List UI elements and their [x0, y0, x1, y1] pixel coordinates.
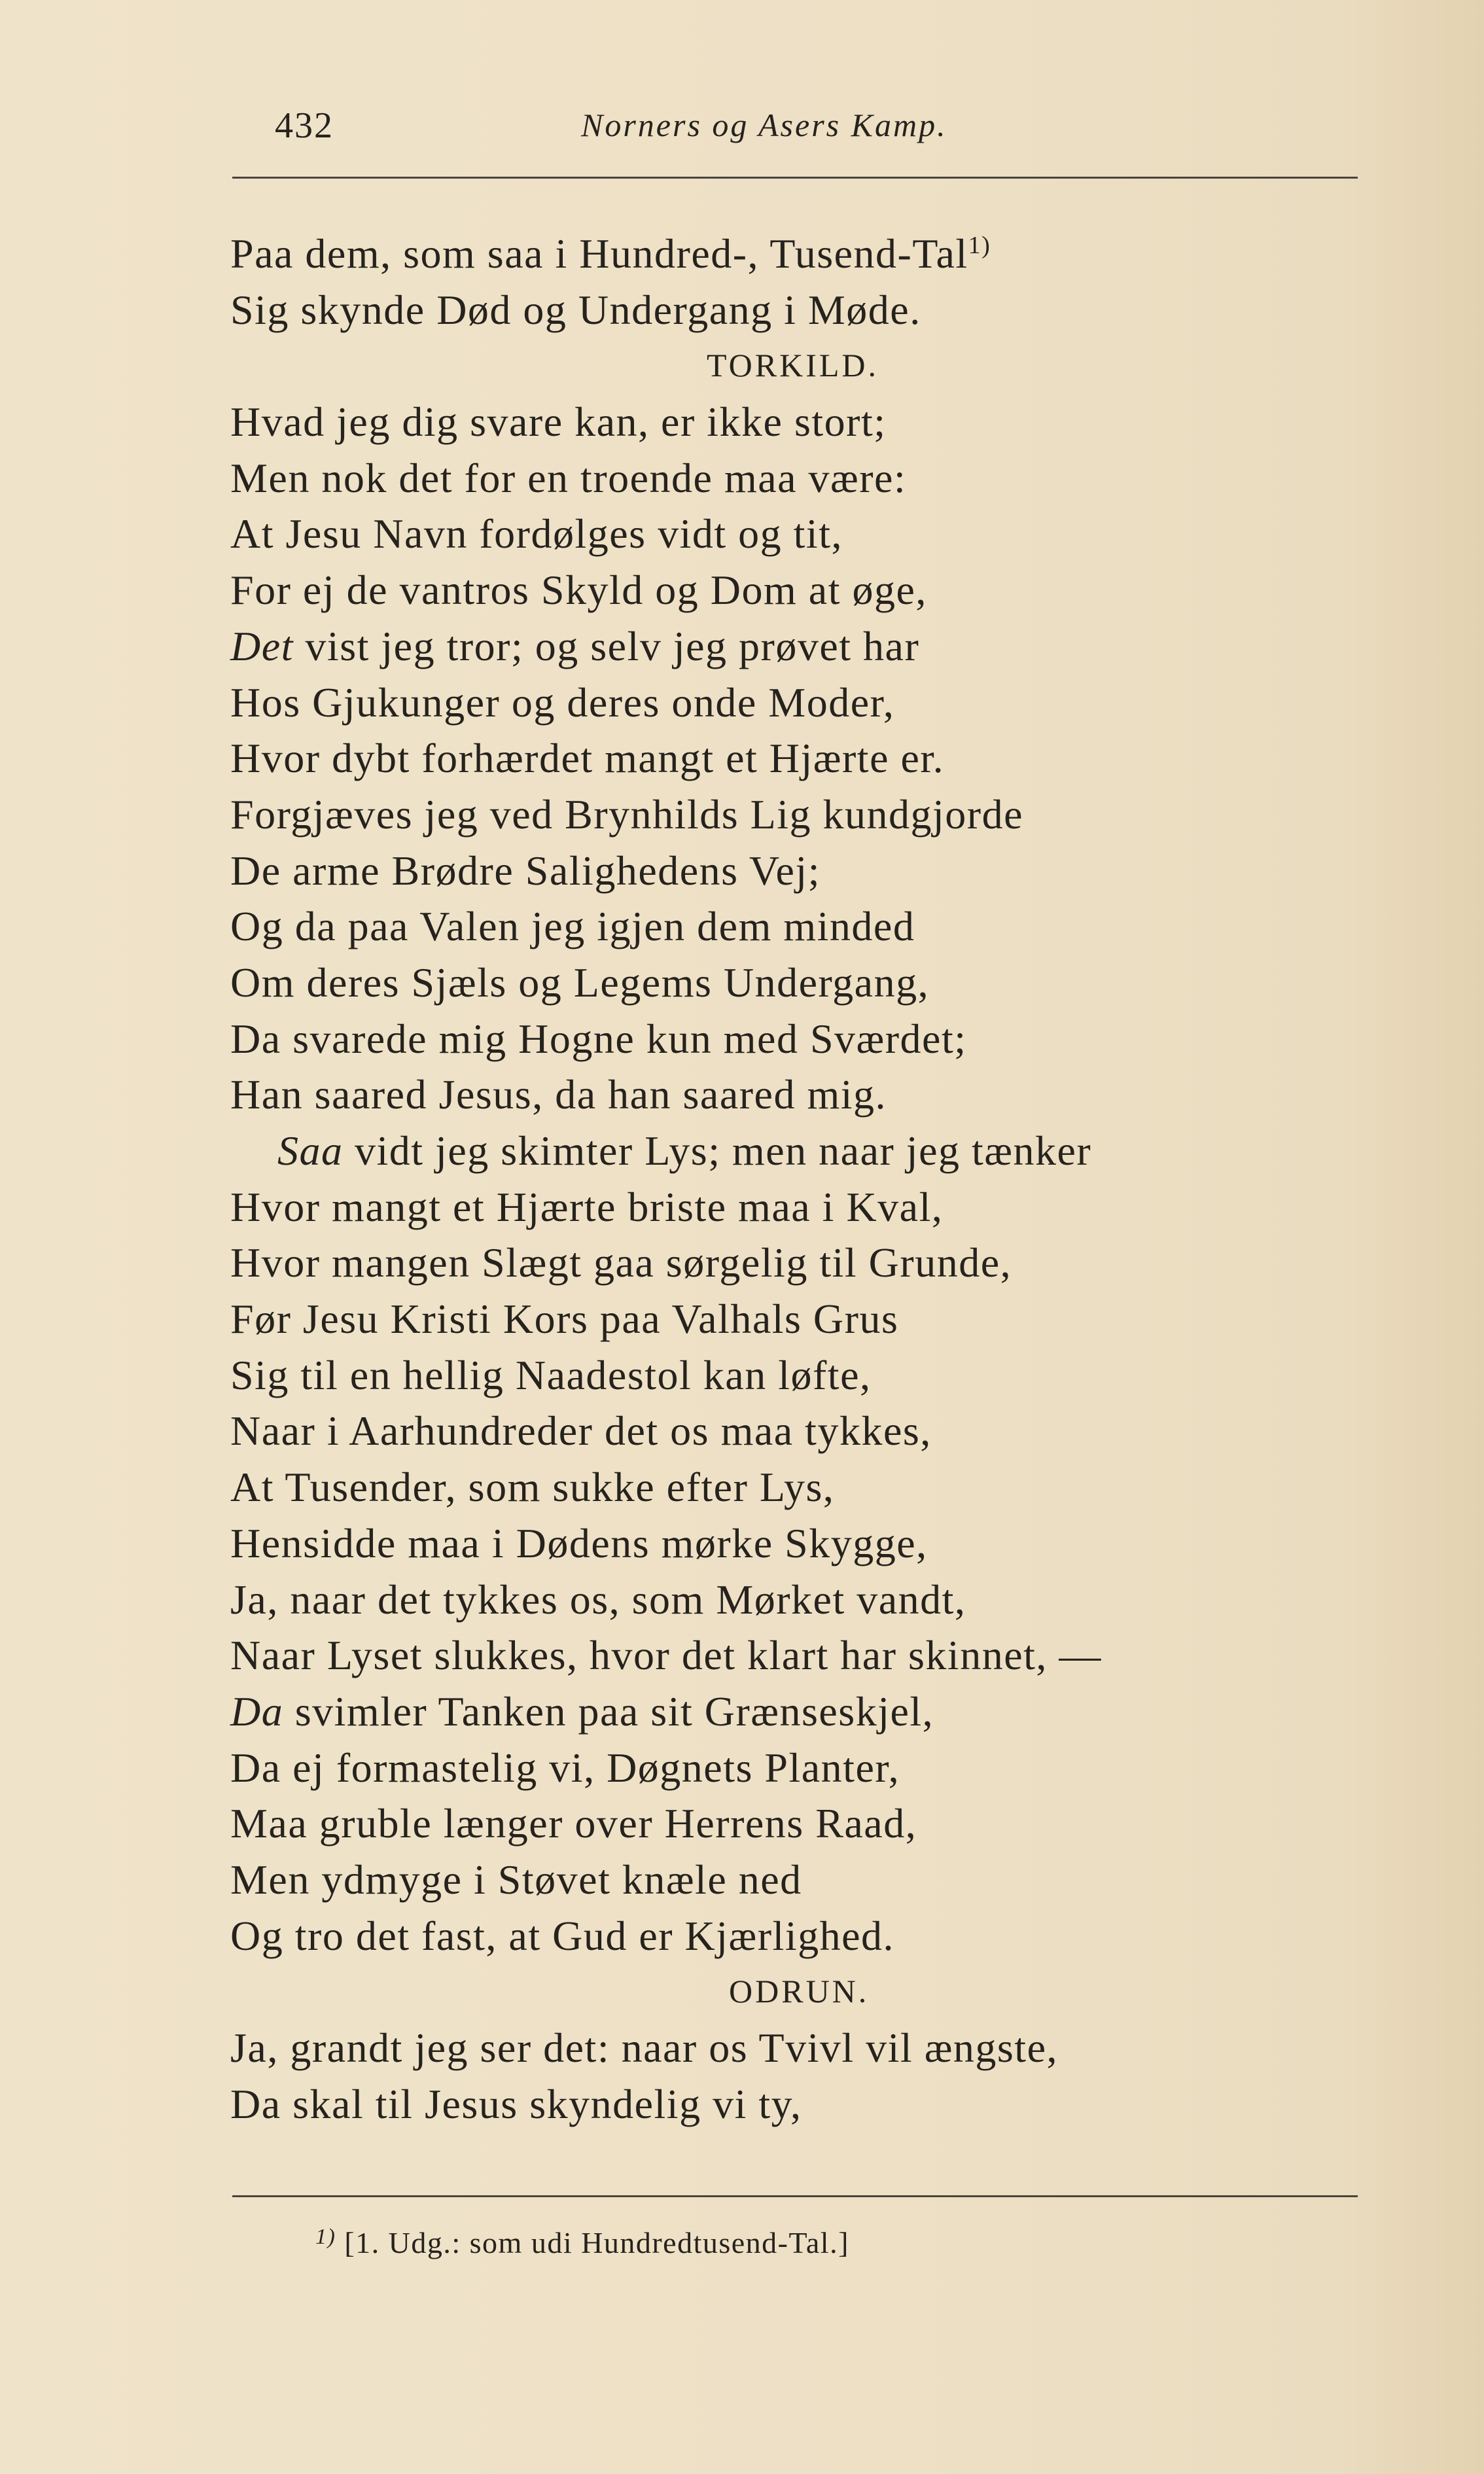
footnote-reference: 1): [968, 232, 991, 259]
verse-line: Sig til en hellig Naadestol kan løfte,: [230, 1351, 872, 1398]
footnote-mark: 1): [315, 2225, 336, 2249]
speaker-odrun: ODRUN.: [729, 1973, 870, 2010]
verse-line: Hos Gjukunger og deres onde Moder,: [230, 679, 895, 726]
verse-line: Han saared Jesus, da han saared mig.: [230, 1071, 887, 1118]
emphasis: Da: [230, 1688, 284, 1735]
verse-line: At Tusender, som sukke efter Lys,: [230, 1464, 835, 1511]
verse-line: Det vist jeg tror; og selv jeg prøvet har: [230, 622, 920, 669]
verse-line: Naar Lyset slukkes, hvor det klart har skinnet, —: [230, 1632, 1102, 1679]
verse-line: Ja, naar det tykkes os, som Mørket vandt,: [230, 1576, 966, 1623]
footnote-text: [1. Udg.: som udi Hundredtusend-Tal.]: [344, 2226, 849, 2259]
verse-line: Hvor dybt forhærdet mangt et Hjærte er.: [230, 735, 945, 782]
verse-line: Men nok det for en troende maa være:: [230, 454, 907, 501]
verse-line: Men ydmyge i Støvet knæle ned: [230, 1856, 802, 1903]
verse-line: Hensidde maa i Dødens mørke Skygge,: [230, 1519, 928, 1566]
poem-text: [230, 226, 1382, 2132]
verse-line: Da skal til Jesus skyndelig vi ty,: [230, 2080, 802, 2127]
footnote-rule: [232, 2195, 1358, 2197]
footnote: [315, 2225, 849, 2260]
emphasis: Det: [230, 622, 294, 669]
verse-line: At Jesu Navn fordølges vidt og tit,: [230, 510, 843, 557]
header-rule: [232, 177, 1358, 179]
verse-line: Da svimler Tanken paa sit Grænseskjel,: [230, 1688, 934, 1735]
verse-line: Hvor mangt et Hjærte briste maa i Kval,: [230, 1183, 944, 1230]
verse-line: Saa vidt jeg skimter Lys; men naar jeg tænker: [277, 1127, 1092, 1174]
verse-line: Før Jesu Kristi Kors paa Valhals Grus: [230, 1296, 899, 1343]
verse-line: De arme Brødre Salighedens Vej;: [230, 847, 821, 894]
emphasis: Saa: [277, 1127, 344, 1174]
verse-line: Sig skynde Død og Undergang i Møde.: [230, 286, 921, 333]
verse-line: Om deres Sjæls og Legems Undergang,: [230, 959, 930, 1006]
verse-line: Forgjæves jeg ved Brynhilds Lig kundgjorde: [230, 790, 1023, 838]
speaker-torkild: TORKILD.: [707, 347, 879, 384]
verse-line: Hvor mangen Slægt gaa sørgelig til Grunde,: [230, 1239, 1012, 1286]
verse-line: Maa gruble længer over Herrens Raad,: [230, 1800, 917, 1847]
verse-line: Og tro det fast, at Gud er Kjærlighed.: [230, 1912, 894, 1959]
running-title: Norners og Asers Kamp.: [581, 107, 947, 143]
verse-line: Naar i Aarhundreder det os maa tykkes,: [230, 1407, 932, 1455]
verse-line: Og da paa Valen jeg igjen dem minded: [230, 903, 915, 950]
verse-line: Ja, grandt jeg ser det: naar os Tvivl vil ængste,: [230, 2024, 1058, 2071]
verse-line: Da ej formastelig vi, Døgnets Planter,: [230, 1744, 900, 1791]
verse-line: Da svarede mig Hogne kun med Sværdet;: [230, 1015, 967, 1062]
verse-line: Hvad jeg dig svare kan, er ikke stort;: [230, 398, 887, 446]
page-header: [0, 105, 1484, 157]
verse-line: Paa dem, som saa i Hundred-, Tusend-Tal$^{1)}$: [230, 230, 991, 277]
page-number: 432: [275, 105, 334, 146]
verse-line: For ej de vantros Skyld og Dom at øge,: [230, 567, 927, 614]
